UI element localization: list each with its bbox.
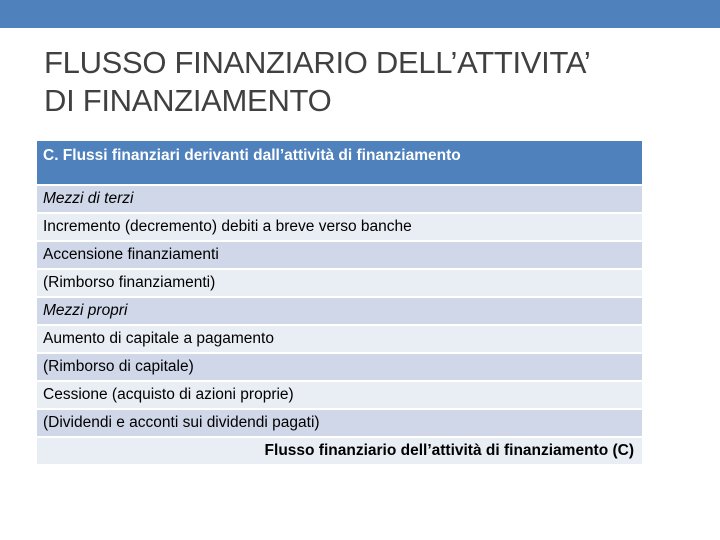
table-cell: Mezzi propri [37,298,642,326]
table-cell: Cessione (acquisto di azioni proprie) [37,382,642,410]
table-row [37,326,642,354]
table-row [37,242,642,270]
table-cell: Accensione finanziamenti [37,242,642,270]
table-row [37,354,642,382]
table-row-mezzi-di-terzi [37,186,642,214]
table-cell: Aumento di capitale a pagamento [37,326,642,354]
table-header-cell: C. Flussi finanziari derivanti dall’attività di finanziamento [37,141,642,186]
table-row-mezzi-propri [37,298,642,326]
table-header-row [37,141,642,186]
slide-title-line-2: DI FINANZIAMENTO [44,83,332,118]
slide-title-line-1: FLUSSO FINANZIARIO DELL’ATTIVITA’ [44,45,591,80]
financing-cash-flow-table [37,141,642,466]
table-total-row [37,438,642,466]
table-row [37,270,642,298]
table-cell: (Rimborso di capitale) [37,354,642,382]
table-row [37,382,642,410]
table-cell: Mezzi di terzi [37,186,642,214]
slide-title [44,44,684,120]
table-row [37,214,642,242]
top-accent-bar [0,0,720,28]
table-cell: (Rimborso finanziamenti) [37,270,642,298]
table-total-cell: Flusso finanziario dell’attività di finanziamento (C) [37,438,642,466]
table-row [37,410,642,438]
table-cell: Incremento (decremento) debiti a breve verso banche [37,214,642,242]
table-cell: (Dividendi e acconti sui dividendi pagati) [37,410,642,438]
